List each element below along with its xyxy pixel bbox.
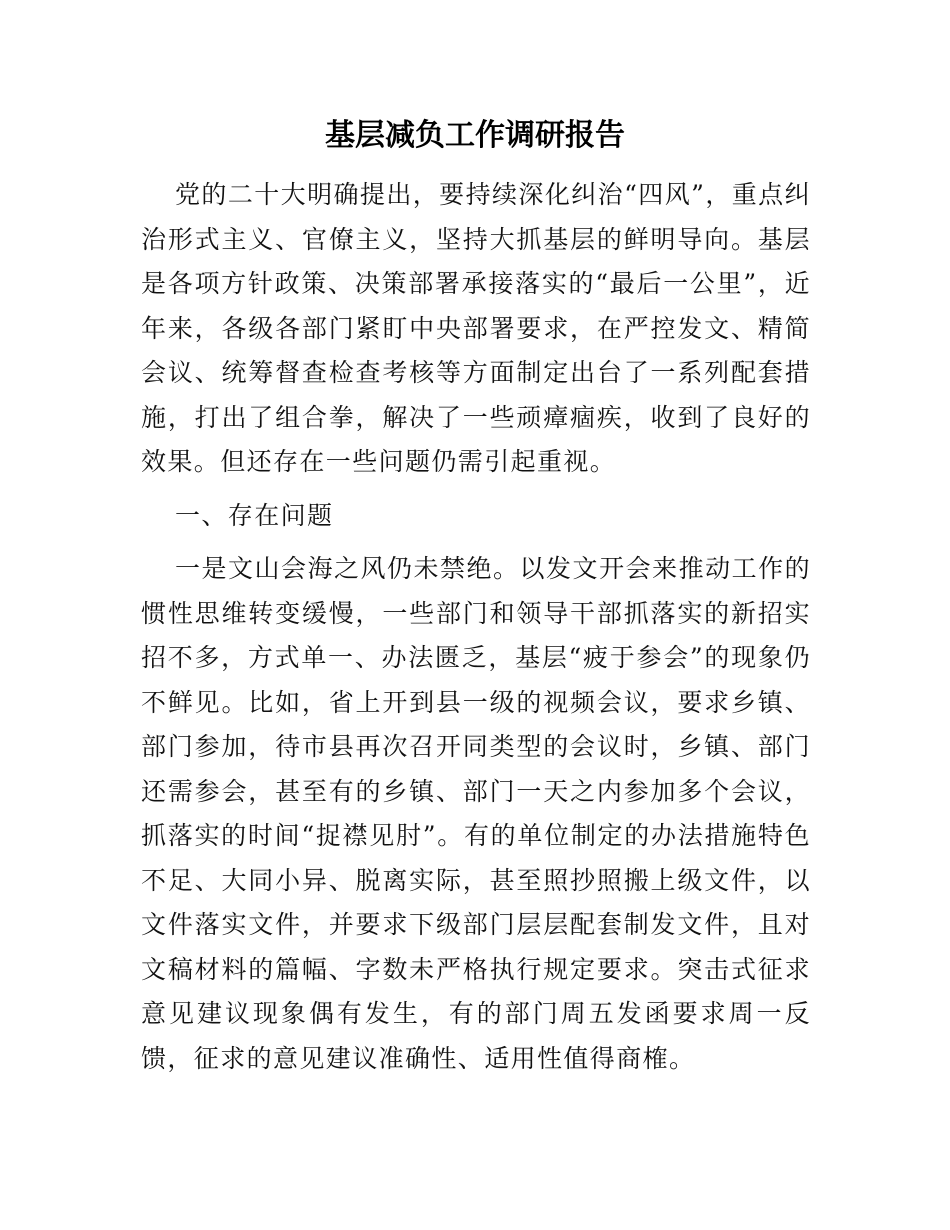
intro-paragraph: 党的二十大明确提出，要持续深化纠治“四风”，重点纠治形式主义、官僚主义，坚持大抓基层的鲜明导向。基层是各项方针政策、决策部署承接落实的“最后一公里”，近年来，各级各部门紧盯中央部署要求，在严控发文、精简会议、统筹督查检查考核等方面制定出台了一系列配套措施，打出了组合拳，解决了一些顽瘴痼疾，收到了良好的效果。但还存在一些问题仍需引起重视。 [141, 180, 811, 476]
section-paragraph: 一是文山会海之风仍未禁绝。以发文开会来推动工作的惯性思维转变缓慢，一些部门和领导干部抓落实的新招实招不多，方式单一、办法匮乏，基层“疲于参会”的现象仍不鲜见。比如，省上开到县一级的视频会议，要求乡镇、部门参加，待市县再次召开同类型的会议时，乡镇、部门还需参会，甚至有的乡镇、部门一天之内参加多个会议，抓落实的时间“捉襟见肘”。有的单位制定的办法措施特色不足、大同小异、脱离实际，甚至照抄照搬上级文件，以文件落实文件，并要求下级部门层层配套制发文件，且对文稿材料的篇幅、字数未严格执行规定要求。突击式征求意见建议现象偶有发生，有的部门周五发函要求周一反馈，征求的意见建议准确性、适用性值得商榷。 [141, 554, 811, 1073]
document-body [141, 173, 811, 1081]
section-heading: 一、存在问题 [175, 500, 334, 530]
document-title: 基层减负工作调研报告 [325, 118, 625, 153]
